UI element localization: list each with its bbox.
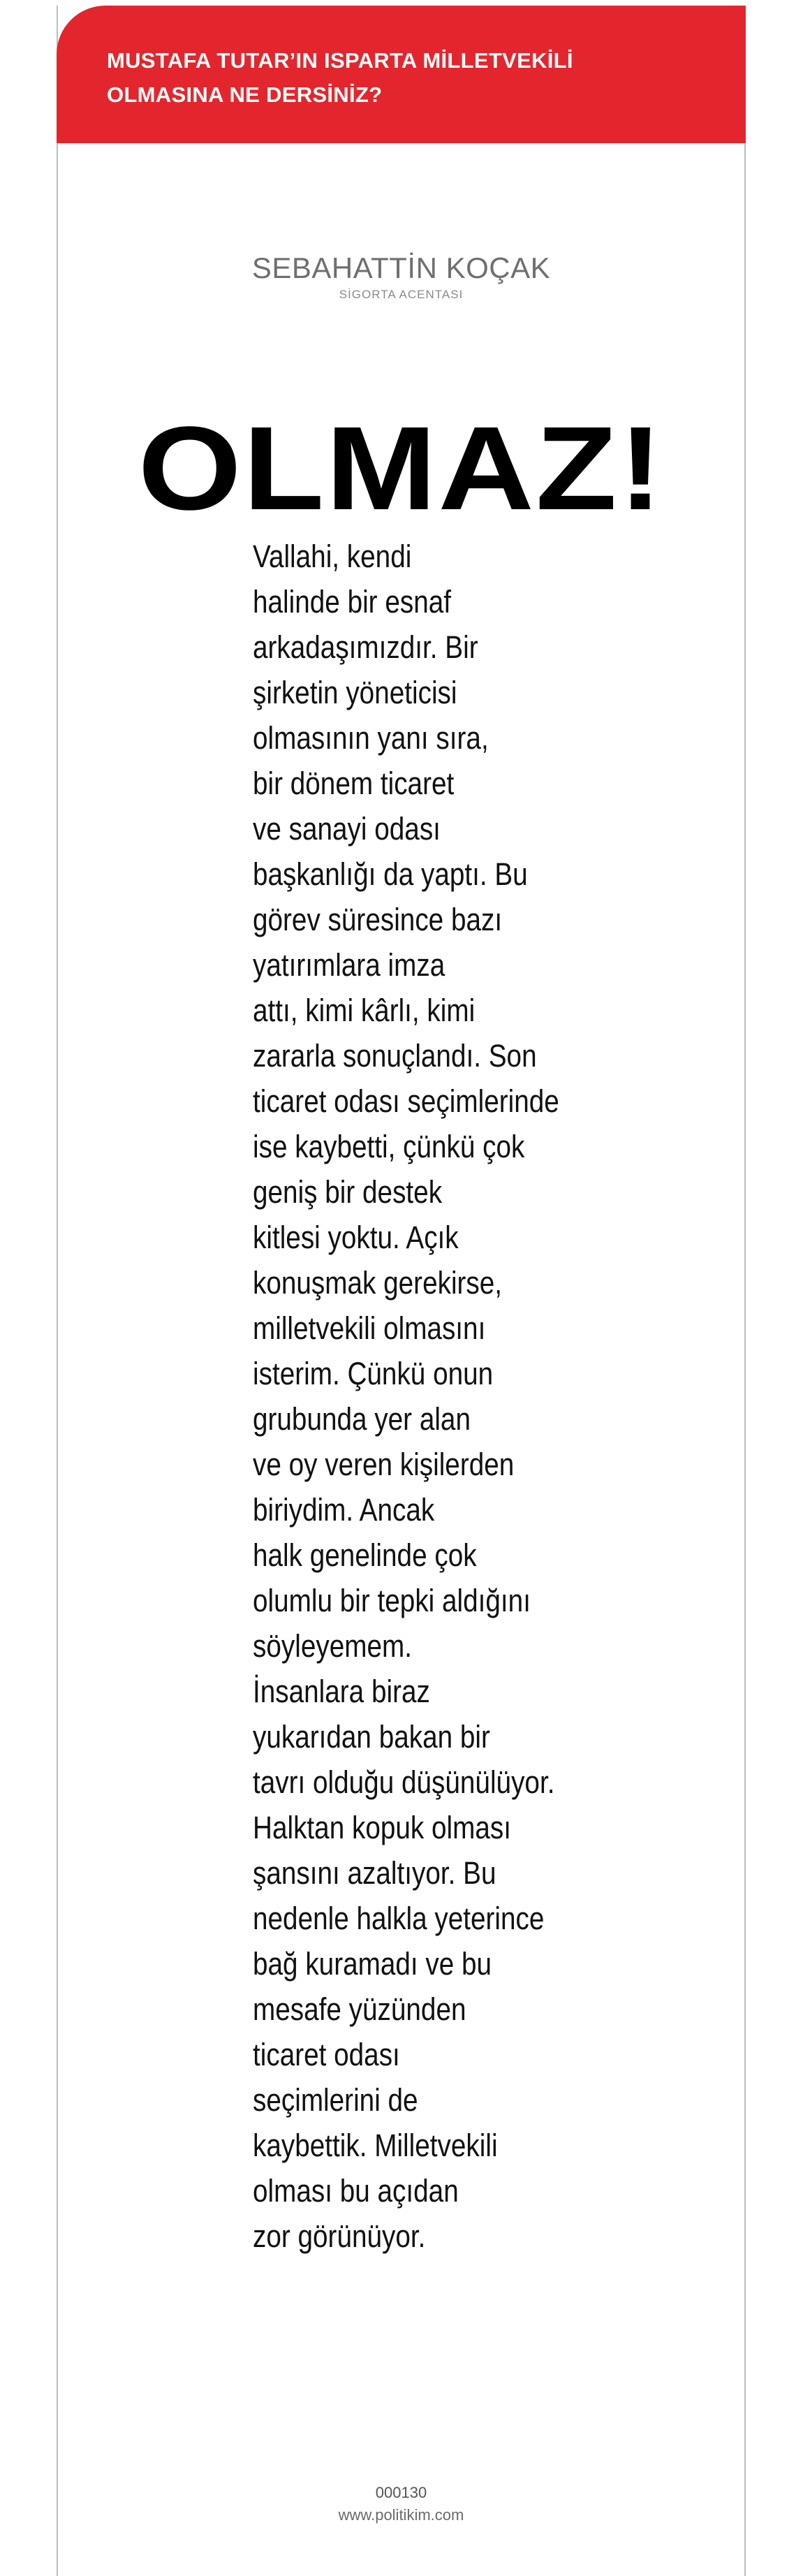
body-line: ticaret odası seçimlerinde bbox=[253, 1083, 559, 1119]
body-line: İnsanlara biraz bbox=[253, 1674, 430, 1709]
body-line: başkanlığı da yaptı. Bu bbox=[253, 856, 528, 892]
body-line: arkadaşımızdır. Bir bbox=[253, 629, 478, 665]
question-banner bbox=[57, 6, 746, 143]
author-name: SEBAHATTİN KOÇAK bbox=[251, 251, 551, 284]
body-line: yukarıdan bakan bir bbox=[253, 1719, 490, 1755]
body-line: şansını azaltıyor. Bu bbox=[253, 1855, 496, 1891]
body-line: yatırımlara imza bbox=[253, 947, 445, 983]
footer bbox=[57, 2482, 746, 2526]
body-line: nedenle halkla yeterince bbox=[253, 1901, 545, 1936]
body-line: halk genelinde çok bbox=[253, 1537, 477, 1573]
body-line: grubunda yer alan bbox=[253, 1401, 471, 1437]
body-line: konuşmak gerekirse, bbox=[253, 1265, 503, 1301]
body-line: isterim. Çünkü onun bbox=[253, 1356, 494, 1391]
body-line: bağ kuramadı ve bu bbox=[253, 1946, 492, 1982]
body-line: ve sanayi odası bbox=[253, 811, 441, 847]
body-line: geniş bir destek bbox=[253, 1174, 443, 1210]
website-link[interactable]: www.politikim.com bbox=[338, 2506, 464, 2524]
body-line: söyleyemem. bbox=[253, 1628, 412, 1664]
body-line: olması bu açıdan bbox=[253, 2173, 459, 2209]
body-line: olmasının yanı sıra, bbox=[253, 720, 489, 756]
body-line: şirketin yöneticisi bbox=[253, 675, 457, 710]
body-line: seçimlerini de bbox=[253, 2082, 418, 2118]
body-line: ve oy veren kişilerden bbox=[253, 1447, 515, 1482]
body-line: tavrı olduğu düşünülüyor. bbox=[253, 1764, 555, 1800]
body-line: mesafe yüzünden bbox=[253, 1991, 466, 2027]
author-block bbox=[57, 251, 746, 302]
body-line: zor görünüyor. bbox=[253, 2218, 426, 2254]
body-line: bir dönem ticaret bbox=[253, 766, 455, 801]
body-line: biriydim. Ancak bbox=[253, 1492, 435, 1528]
body-line: ticaret odası bbox=[253, 2037, 400, 2072]
body-line: Halktan kopuk olması bbox=[253, 1810, 511, 1845]
author-role: SİGORTA ACENTASI bbox=[339, 288, 464, 301]
body-line: attı, kimi kârlı, kimi bbox=[253, 993, 476, 1028]
body-line: kitlesi yoktu. Açık bbox=[253, 1220, 459, 1255]
body-line: zararla sonuçlandı. Son bbox=[253, 1038, 537, 1074]
body-line: milletvekili olmasını bbox=[253, 1310, 486, 1346]
answer-body bbox=[253, 534, 602, 2259]
body-line: kaybettik. Milletvekili bbox=[253, 2128, 498, 2163]
question-title: MUSTAFA TUTAR’IN ISPARTA MİLLETVEKİLİ OLMASINA NE DERSİNİZ? bbox=[107, 48, 573, 107]
body-line: Vallahi, kendi bbox=[253, 539, 412, 574]
body-line: halinde bir esnaf bbox=[253, 584, 452, 620]
page-code: 000130 bbox=[375, 2484, 427, 2501]
body-line: görev süresince bazı bbox=[253, 902, 503, 937]
body-line: ise kaybetti, çünkü çok bbox=[253, 1129, 525, 1164]
body-line: olumlu bir tepki aldığını bbox=[253, 1583, 531, 1618]
answer-headline: OLMAZ! bbox=[138, 402, 665, 535]
